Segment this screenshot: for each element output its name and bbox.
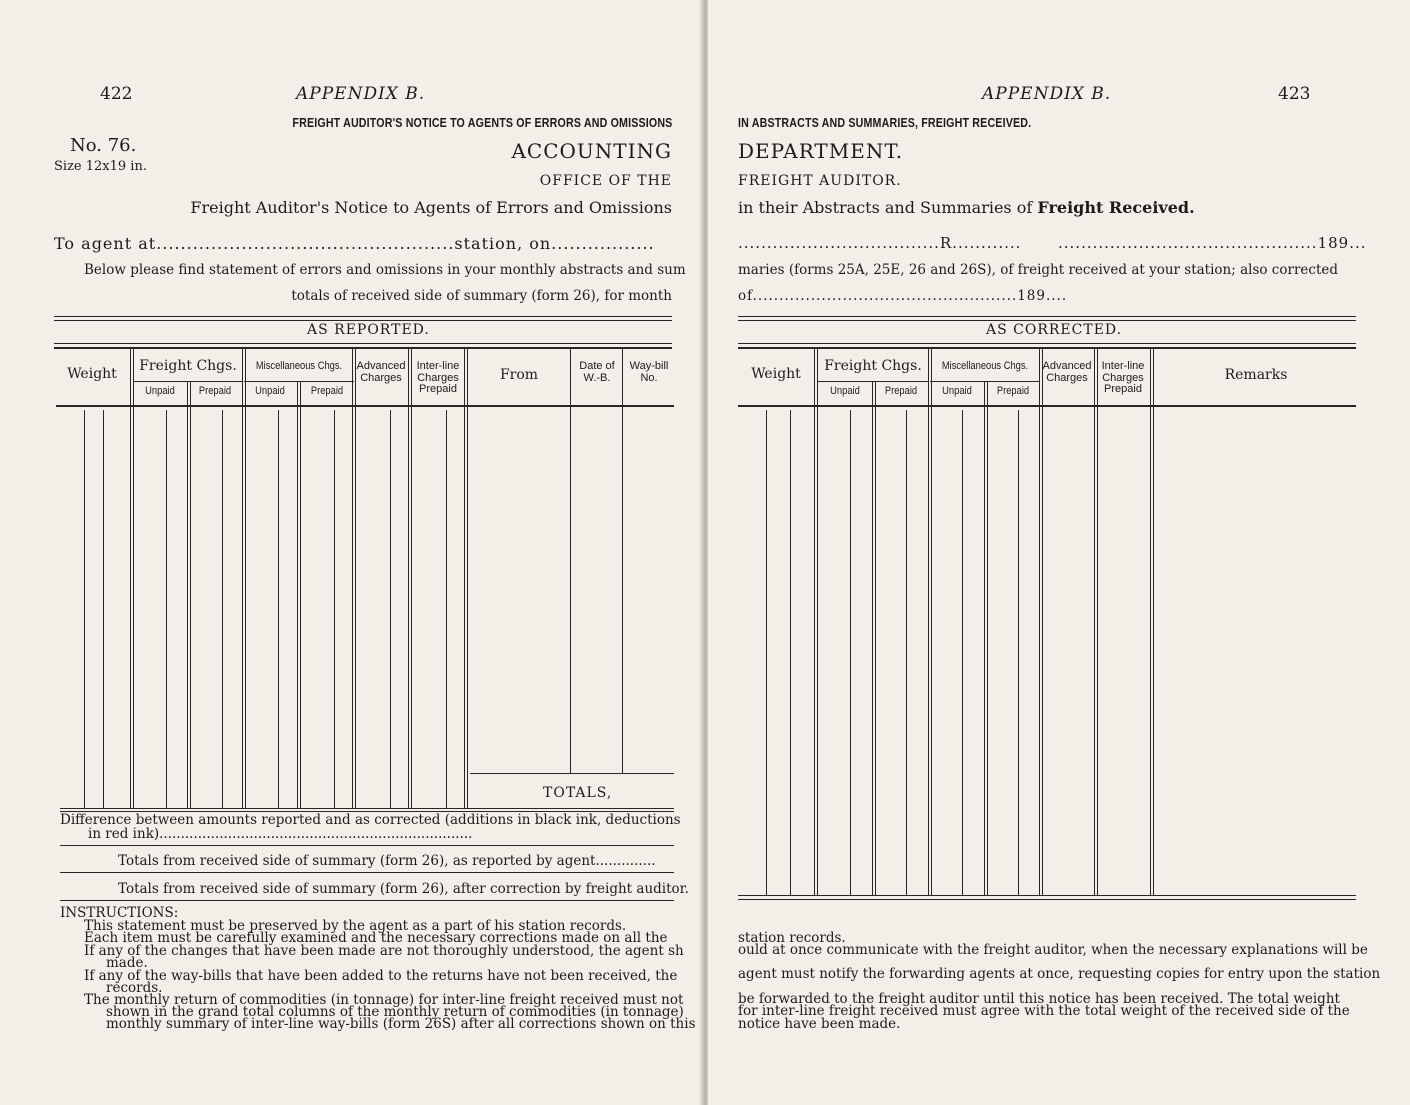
vline bbox=[622, 347, 623, 773]
col-waybill-line2: No. bbox=[640, 371, 658, 384]
difference-line-2: in red ink)......................................................................... bbox=[88, 826, 473, 842]
vline bbox=[931, 347, 932, 895]
col-interline-line2: Charges bbox=[417, 371, 459, 384]
vline bbox=[962, 410, 963, 895]
col-advanced-line1: Advanced bbox=[356, 360, 406, 372]
vline bbox=[187, 381, 188, 808]
vline bbox=[278, 410, 279, 808]
railroad-line: ...................................R............ bbox=[738, 234, 1022, 252]
vline bbox=[1094, 347, 1095, 895]
rule bbox=[134, 381, 242, 382]
col-advanced-charges bbox=[354, 361, 408, 384]
col-date-line2: W.-B. bbox=[583, 371, 611, 384]
totals-rule bbox=[470, 773, 674, 774]
vline bbox=[352, 347, 353, 808]
rule bbox=[60, 872, 674, 873]
vline bbox=[987, 381, 988, 895]
page-number-left: 422 bbox=[100, 84, 133, 104]
rule bbox=[54, 316, 672, 317]
instruction-line: for inter-line freight received must agree with the total weight of the received side of the bbox=[738, 1003, 1350, 1019]
vline bbox=[850, 410, 851, 895]
rule bbox=[738, 899, 1356, 900]
col-misc-prepaid: Prepaid bbox=[996, 385, 1030, 397]
rule bbox=[930, 381, 1040, 382]
difference-line-1: Difference between amounts reported and as corrected (additions in black ink, deductions bbox=[60, 812, 681, 828]
col-misc-chgs: Miscellaneous Chgs. bbox=[941, 360, 1029, 372]
statement-right-line-1: maries (forms 25A, 25E, 26 and 26S), of freight received at your station; also corrected bbox=[738, 262, 1339, 278]
rule bbox=[738, 895, 1356, 896]
rule bbox=[60, 845, 674, 846]
col-freight-prepaid: Prepaid bbox=[198, 385, 232, 397]
instruction-line: notice have been made. bbox=[738, 1016, 901, 1032]
col-interline-line1: Inter-line bbox=[416, 360, 460, 372]
instruction-line: monthly summary of inter-line way-bills (form 26S) after all corrections shown on this bbox=[106, 1016, 696, 1032]
instruction-line: The monthly return of commodities (in tonnage) for inter-line freight received must not bbox=[84, 992, 684, 1008]
running-head-right: APPENDIX B. bbox=[982, 84, 1112, 104]
col-freight-unpaid: Unpaid bbox=[145, 385, 175, 397]
vline bbox=[408, 347, 409, 808]
col-freight-chgs: Freight Chgs. bbox=[139, 358, 237, 374]
vline bbox=[411, 347, 412, 808]
col-interline-line3: Prepaid bbox=[419, 383, 457, 396]
vline bbox=[242, 347, 243, 808]
col-freight-unpaid: Unpaid bbox=[830, 385, 860, 397]
col-interline-charges bbox=[410, 361, 466, 396]
to-agent-line: To agent at.................................................station, on................. bbox=[54, 234, 655, 253]
vline bbox=[103, 410, 104, 808]
instruction-line: Each item must be carefully examined and the necessary corrections made on all the bbox=[84, 930, 668, 946]
vline bbox=[84, 410, 85, 808]
form-number: No. 76. bbox=[70, 135, 137, 156]
vline bbox=[467, 347, 468, 808]
vline bbox=[817, 347, 818, 895]
department-heading-left: ACCOUNTING bbox=[511, 139, 672, 163]
vline bbox=[190, 381, 191, 808]
vline bbox=[814, 347, 815, 895]
col-interline-line1: Inter-line bbox=[1101, 360, 1145, 372]
vline bbox=[1150, 347, 1151, 895]
header-bottom-rule bbox=[56, 405, 674, 407]
vline bbox=[446, 410, 447, 808]
instruction-line: ould at once communicate with the freight auditor, when the necessary explanations will be bbox=[738, 942, 1368, 958]
rule bbox=[818, 381, 928, 382]
vline bbox=[166, 410, 167, 808]
form-title-right: IN ABSTRACTS AND SUMMARIES, FREIGHT RECEIVED. bbox=[738, 115, 1032, 130]
rule bbox=[60, 900, 674, 901]
rule bbox=[244, 381, 354, 382]
col-date-line1: Date of bbox=[579, 360, 615, 372]
notice-title-right-plain: in their Abstracts and Summaries of bbox=[738, 198, 1038, 217]
table-top-rule bbox=[54, 347, 672, 349]
vline bbox=[334, 410, 335, 808]
rule bbox=[54, 320, 672, 321]
notice-title-right bbox=[738, 198, 1195, 217]
right-page bbox=[708, 0, 1410, 1105]
instruction-line: be forwarded to the freight auditor until this notice has been received. The total weight bbox=[738, 991, 1340, 1007]
vline bbox=[790, 410, 791, 895]
totals-label: TOTALS, bbox=[543, 785, 613, 801]
col-remarks: Remarks bbox=[1224, 367, 1288, 383]
left-page bbox=[0, 0, 704, 1105]
statement-line-2: totals of received side of summary (form 26), for month bbox=[291, 288, 672, 304]
vline bbox=[464, 347, 465, 808]
vline bbox=[1039, 347, 1040, 895]
section-label-corrected: AS CORRECTED. bbox=[986, 322, 1123, 338]
rule bbox=[54, 343, 672, 344]
instruction-line: station records. bbox=[738, 930, 846, 946]
instruction-line: made. bbox=[106, 955, 148, 971]
col-interline-charges bbox=[1096, 361, 1150, 396]
col-interline-line2: Charges bbox=[1102, 371, 1144, 384]
header-bottom-rule bbox=[738, 405, 1356, 407]
col-weight: Weight bbox=[751, 366, 801, 382]
col-interline-line3: Prepaid bbox=[1104, 383, 1142, 396]
rule bbox=[738, 343, 1356, 344]
vline bbox=[766, 410, 767, 895]
col-misc-chgs: Miscellaneous Chgs. bbox=[255, 360, 343, 372]
vline bbox=[355, 347, 356, 808]
vline bbox=[300, 381, 301, 808]
vline bbox=[222, 410, 223, 808]
office-heading-left: OFFICE OF THE bbox=[539, 173, 672, 189]
col-misc-unpaid: Unpaid bbox=[942, 385, 972, 397]
instruction-line: If any of the changes that have been made are not thoroughly understood, the agent sh bbox=[84, 943, 684, 959]
rule bbox=[738, 320, 1356, 321]
vline bbox=[1153, 347, 1154, 895]
col-freight-prepaid: Prepaid bbox=[884, 385, 918, 397]
vline bbox=[1097, 347, 1098, 895]
totals-corrected-line: Totals from received side of summary (form 26), after correction by freight auditor. bbox=[118, 881, 689, 897]
vline bbox=[984, 381, 985, 895]
notice-title-left: Freight Auditor's Notice to Agents of Errors and Omissions bbox=[190, 198, 672, 217]
instruction-line: shown in the grand total columns of the monthly return of commodities (in tonnage) bbox=[106, 1004, 684, 1020]
statement-line-1: Below please find statement of errors and omissions in your monthly abstracts and sum bbox=[84, 262, 686, 278]
col-weight: Weight bbox=[67, 366, 117, 382]
vline bbox=[130, 347, 131, 808]
vline bbox=[390, 410, 391, 808]
instruction-line: This statement must be preserved by the agent as a part of his station records. bbox=[84, 918, 627, 934]
col-advanced-line2: Charges bbox=[360, 371, 402, 384]
vline bbox=[133, 347, 134, 808]
col-freight-chgs: Freight Chgs. bbox=[824, 358, 922, 374]
col-misc-prepaid: Prepaid bbox=[310, 385, 344, 397]
rule bbox=[60, 808, 674, 809]
department-heading-right: DEPARTMENT. bbox=[738, 139, 904, 163]
statement-right-line-2: of..................................................189.... bbox=[738, 288, 1068, 304]
form-size: Size 12x19 in. bbox=[54, 159, 147, 174]
instruction-line: records. bbox=[106, 980, 163, 996]
totals-reported-line: Totals from received side of summary (form 26), as reported by agent.............. bbox=[118, 853, 656, 869]
section-label-reported: AS REPORTED. bbox=[307, 322, 430, 338]
col-from: From bbox=[499, 367, 539, 383]
office-heading-right: FREIGHT AUDITOR. bbox=[738, 173, 902, 189]
vline bbox=[906, 410, 907, 895]
col-misc-unpaid: Unpaid bbox=[255, 385, 285, 397]
vline bbox=[875, 381, 876, 895]
vline bbox=[1018, 410, 1019, 895]
vline bbox=[872, 381, 873, 895]
instruction-line: agent must notify the forwarding agents at once, requesting copies for entry upon the station bbox=[738, 966, 1381, 982]
rule bbox=[738, 316, 1356, 317]
col-date-wb bbox=[572, 361, 622, 384]
notice-title-right-bold: Freight Received. bbox=[1037, 198, 1195, 217]
vline bbox=[928, 347, 929, 895]
running-head-left: APPENDIX B. bbox=[296, 84, 426, 104]
col-waybill-no bbox=[624, 361, 674, 384]
vline bbox=[245, 347, 246, 808]
table-top-rule bbox=[738, 347, 1356, 349]
page-number-right: 423 bbox=[1278, 84, 1311, 104]
vline bbox=[297, 381, 298, 808]
vline bbox=[570, 347, 571, 773]
vline bbox=[1042, 347, 1043, 895]
col-advanced-charges bbox=[1040, 361, 1094, 384]
form-title-left: FREIGHT AUDITOR'S NOTICE TO AGENTS OF ERRORS AND OMISSIONS bbox=[291, 115, 672, 130]
col-waybill-line1: Way-bill bbox=[629, 360, 669, 372]
date-line: .............................................189... bbox=[1058, 234, 1367, 252]
instructions-heading: INSTRUCTIONS: bbox=[60, 905, 179, 921]
col-advanced-line1: Advanced bbox=[1042, 360, 1092, 372]
col-advanced-line2: Charges bbox=[1046, 371, 1088, 384]
instruction-line: If any of the way-bills that have been added to the returns have not been received, the bbox=[84, 968, 678, 984]
